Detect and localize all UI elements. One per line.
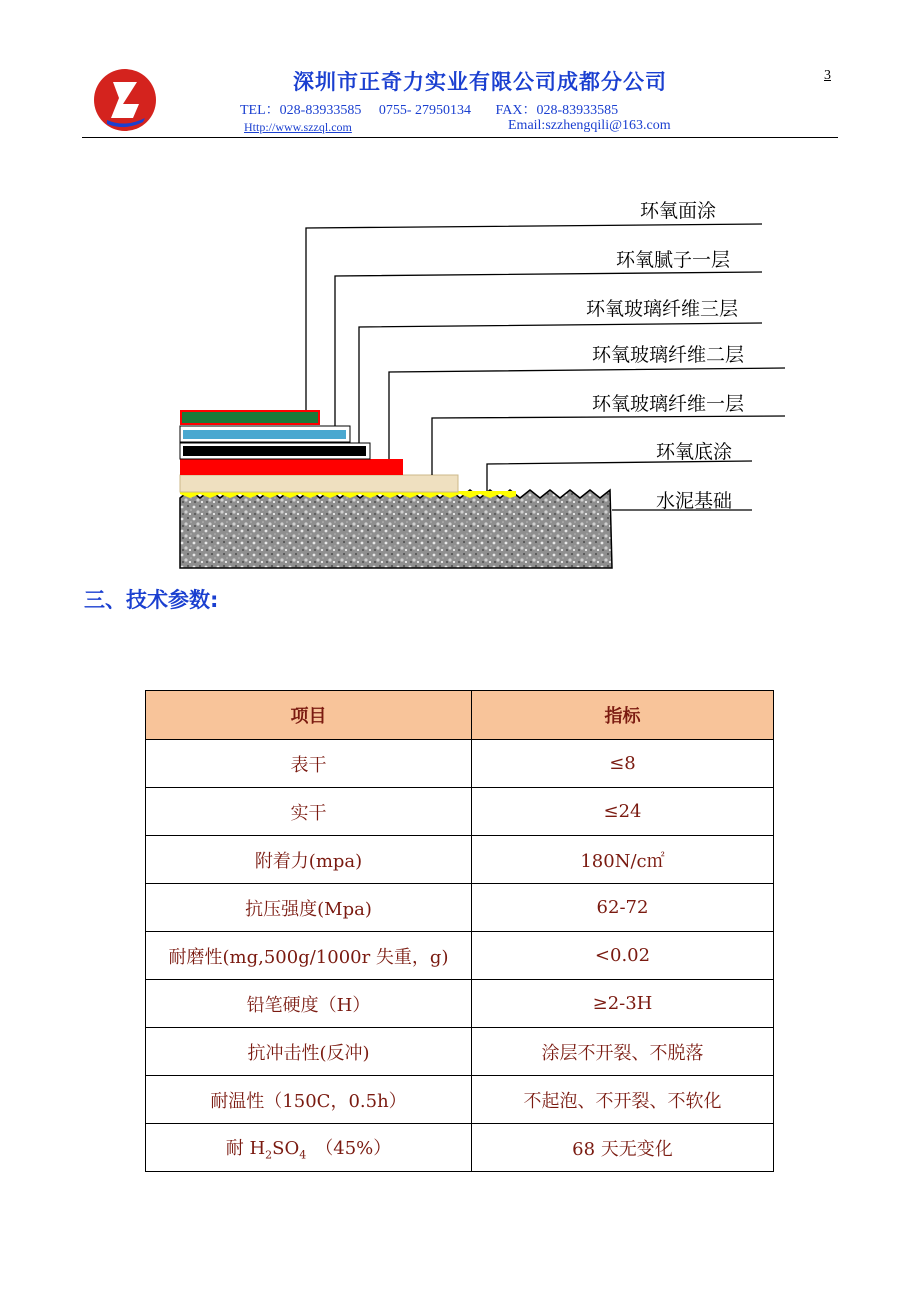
layer-concrete-base bbox=[180, 490, 612, 568]
cell-value: 不起泡、不开裂、不软化 bbox=[472, 1076, 774, 1124]
table-header-row bbox=[146, 691, 774, 740]
cell-value: ≤24 bbox=[472, 788, 774, 836]
table-row bbox=[146, 980, 774, 1028]
header-value: 指标 bbox=[472, 691, 774, 740]
table-row bbox=[146, 932, 774, 980]
table-row bbox=[146, 836, 774, 884]
layer-fiber-2 bbox=[180, 459, 403, 475]
cell-item-suffix: （45%） bbox=[306, 1137, 392, 1159]
layer-fiber-1 bbox=[180, 475, 458, 492]
website-link[interactable]: Http://www.szzql.com bbox=[244, 120, 352, 134]
cell-value: 62-72 bbox=[472, 884, 774, 932]
cell-item: 实干 bbox=[146, 788, 472, 836]
label-concrete: 水泥基础 bbox=[656, 490, 733, 512]
label-primer: 环氧底涂 bbox=[656, 441, 733, 463]
cell-value: 180N/c㎡ bbox=[472, 836, 774, 884]
cell-value: 涂层不开裂、不脱落 bbox=[472, 1028, 774, 1076]
cell-item: 抗冲击性(反冲) bbox=[146, 1028, 472, 1076]
cell-value: <0.02 bbox=[472, 932, 774, 980]
cell-item: 铅笔硬度（H） bbox=[146, 980, 472, 1028]
label-fiber-3: 环氧玻璃纤维三层 bbox=[586, 298, 739, 320]
cell-item: 耐磨性(mg,500g/1000r 失重，g) bbox=[146, 932, 472, 980]
cell-item: 抗压强度(Mpa) bbox=[146, 884, 472, 932]
section-heading: 三、技术参数: bbox=[84, 588, 219, 612]
tech-params-table bbox=[145, 690, 774, 1172]
cell-item-prefix: 耐 H bbox=[225, 1137, 266, 1159]
header-item: 项目 bbox=[146, 691, 472, 740]
cell-item-sub: 2 bbox=[265, 1148, 273, 1162]
label-fiber-2: 环氧玻璃纤维二层 bbox=[592, 344, 745, 366]
tel-2: 0755- 27950134 bbox=[378, 103, 471, 118]
cell-item: 附着力(mpa) bbox=[146, 836, 472, 884]
layer-diagram bbox=[0, 0, 920, 600]
label-fiber-1: 环氧玻璃纤维一层 bbox=[592, 393, 745, 415]
cell-item bbox=[146, 1124, 472, 1172]
fax-label: FAX： bbox=[495, 103, 537, 118]
label-putty: 环氧腻子一层 bbox=[616, 249, 731, 271]
fax-number: 028-83933585 bbox=[536, 103, 619, 118]
table-row bbox=[146, 1028, 774, 1076]
cell-value: 68 天无变化 bbox=[472, 1124, 774, 1172]
cell-item: 表干 bbox=[146, 740, 472, 788]
tel-label: TEL： bbox=[240, 103, 280, 118]
email-address: Email:szzhengqili@163.com bbox=[508, 118, 671, 133]
table-row bbox=[146, 740, 774, 788]
table-row bbox=[146, 1124, 774, 1172]
cell-item-sub: 4 bbox=[299, 1148, 307, 1162]
cell-item: 耐温性（150C，0.5h） bbox=[146, 1076, 472, 1124]
table-row bbox=[146, 1076, 774, 1124]
cell-value: ≥2-3H bbox=[472, 980, 774, 1028]
cell-item-mid: SO bbox=[272, 1137, 300, 1159]
page-number: 3 bbox=[824, 68, 831, 83]
cell-value: ≤8 bbox=[472, 740, 774, 788]
table-row bbox=[146, 788, 774, 836]
table-row bbox=[146, 884, 774, 932]
label-topcoat: 环氧面涂 bbox=[640, 200, 717, 222]
company-name: 深圳市正奇力实业有限公司成都分公司 bbox=[293, 69, 667, 94]
tel-1: 028-83933585 bbox=[279, 103, 362, 118]
